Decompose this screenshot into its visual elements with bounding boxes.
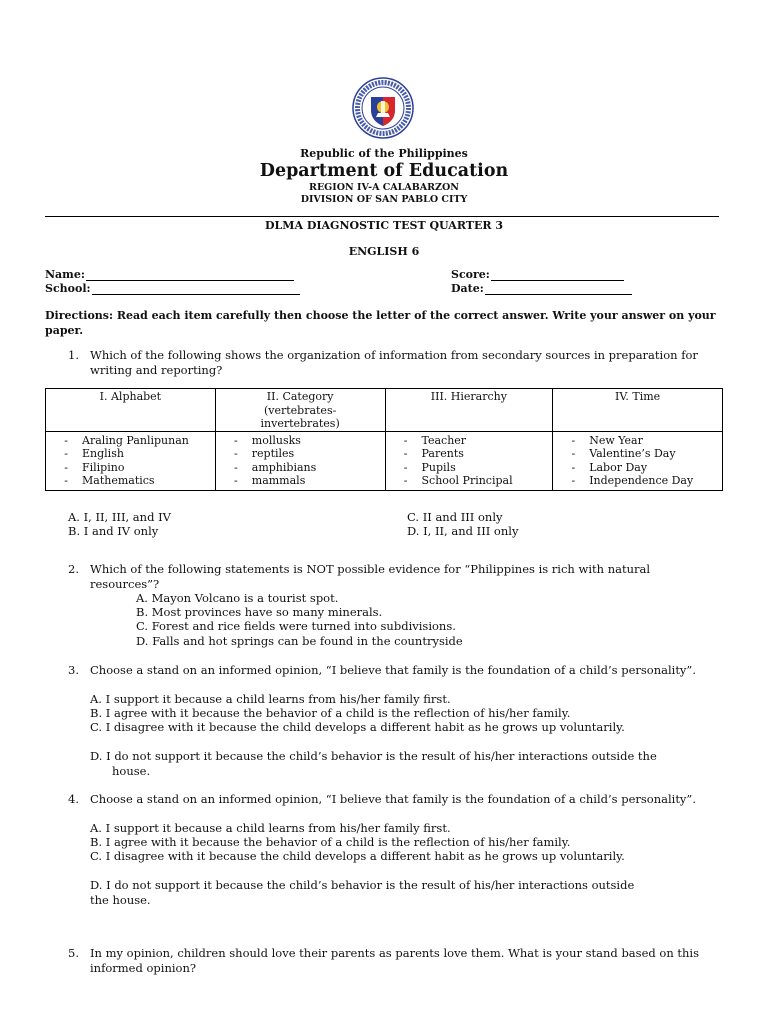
list-item: Labor Day [589,460,648,474]
list-item: Parents [421,447,464,460]
deped-seal-icon [352,77,414,139]
question-number: 3. [68,663,79,677]
list-item: English [82,447,124,460]
option-c[interactable]: C. II and III only [407,510,503,524]
option-c[interactable]: C. Forest and rice fields were turned into subdivisions. [136,619,456,633]
list-item: Independence Day [589,474,694,487]
school-blank[interactable] [92,283,300,295]
date-label: Date: [451,282,484,295]
division-line: DIVISION OF SAN PABLO CITY [300,194,468,205]
table-header: IV. Time [553,389,723,432]
list-item: reptiles [251,447,295,460]
score-blank[interactable] [491,269,624,281]
option-b[interactable]: B. Most provinces have so many minerals. [136,605,383,619]
department-title: Department of Education [259,161,509,181]
region-line: REGION IV-A CALABARZON [309,182,459,193]
list-item: Araling Panlipunan [82,433,189,447]
name-label: Name: [45,268,85,281]
list-item: School Principal [421,474,513,487]
table-header: III. Hierarchy [385,389,553,432]
table-cell: - mollusks - reptiles - amphibians - mammals [215,431,385,490]
list-item: Mathematics [82,474,155,487]
option-d[interactable]: D. I, II, and III only [407,524,519,538]
option-a[interactable]: A. I, II, III, and IV [68,510,171,524]
list-item: amphibians [251,460,317,474]
option-a[interactable]: A. Mayon Volcano is a tourist spot. [136,591,339,605]
option-b[interactable]: B. I and IV only [68,524,159,538]
question-number: 4. [68,792,79,806]
score-field[interactable] [451,268,624,281]
option-a[interactable]: A. I support it because a child learns from his/her family first. [90,821,451,835]
table-cell: - New Year - Valentine’s Day - Labor Day - Independence Day [553,431,723,490]
option-b[interactable]: B. I agree with it because the behavior of a child is the reflection of his/her family. [90,835,571,849]
score-label: Score: [451,268,490,281]
name-blank[interactable] [86,269,294,281]
question-number: 2. [68,562,79,576]
question-number: 1. [68,348,79,362]
organization-table [45,388,723,491]
subject-title: ENGLISH 6 [348,245,420,258]
option-c[interactable]: C. I disagree with it because the child develops a different habit as he grows up voluntarily. [90,720,625,734]
republic-line: Republic of the Philippines [300,147,468,160]
question-text: Choose a stand on an informed opinion, “I believe that family is the foundation of a child’s personality”. [90,663,696,677]
table-cell: - Teacher - Parents - Pupils - School Principal [385,431,553,490]
name-field[interactable] [45,268,294,281]
school-field[interactable] [45,282,300,295]
table-header: II. Category (vertebrates- invertebrates) [215,389,385,432]
header-divider [45,216,719,217]
question-text: Choose a stand on an informed opinion, “I believe that family is the foundation of a child’s personality”. [90,792,696,806]
list-item: mammals [251,474,306,487]
test-title: DLMA DIAGNOSTIC TEST QUARTER 3 [265,219,503,232]
directions: Directions: Read each item carefully then choose the letter of the correct answer. Write your answer on your paper. [45,309,716,337]
school-label: School: [45,282,91,295]
date-field[interactable] [451,282,632,295]
list-item: New Year [589,433,643,447]
list-item: Filipino [82,460,125,474]
list-item: Pupils [421,460,456,474]
question-number: 5. [68,946,79,960]
table-header: I. Alphabet [46,389,216,432]
option-c[interactable]: C. I disagree with it because the child develops a different habit as he grows up voluntarily. [90,849,625,863]
option-b[interactable]: B. I agree with it because the behavior of a child is the reflection of his/her family. [90,706,571,720]
list-item: mollusks [251,433,301,447]
option-d[interactable]: D. Falls and hot springs can be found in the countryside [136,634,463,648]
option-a[interactable]: A. I support it because a child learns from his/her family first. [90,692,451,706]
question-text: In my opinion, children should love their parents as parents love them. What is your stand based on this informed opinion? [90,946,699,975]
table-cell: - Araling Panlipunan - English - Filipino - Mathematics [46,431,216,490]
option-d[interactable]: D. I do not support it because the child’s behavior is the result of his/her interactions outside the house. [90,749,657,778]
list-item: Teacher [421,433,467,447]
question-text: Which of the following statements is NOT possible evidence for “Philippines is rich with natural resources”? [90,562,651,591]
question-text: Which of the following shows the organization of information from secondary sources in preparation for writing and reporting? [90,348,698,377]
option-d[interactable]: D. I do not support it because the child’s behavior is the result of his/her interactions outside the house. [90,878,635,907]
list-item: Valentine’s Day [589,447,676,460]
date-blank[interactable] [485,283,632,295]
